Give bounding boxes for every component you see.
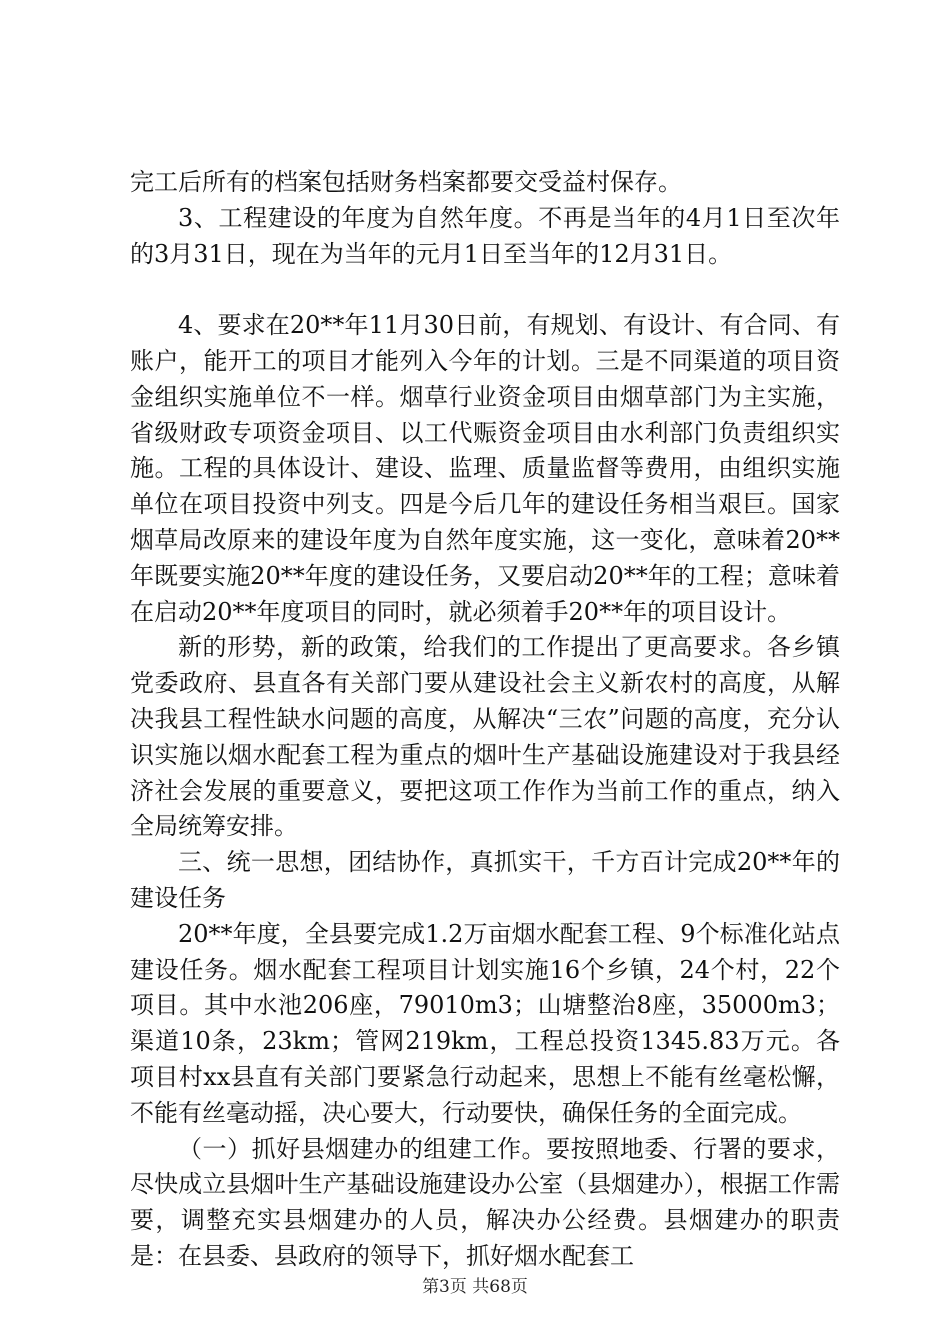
section-heading-3: 三、统一思想，团结协作，真抓实干，千方百计完成20**年的建设任务 [130,848,840,912]
page-number-footer: 第3页 共68页 [422,1277,528,1297]
paragraph-subsection-1: （一）抓好县烟建办的组建工作。要按照地委、行署的要求，尽快成立县烟叶生产基础设施建设办公室（县烟建办），根据工作需要，调整充实县烟建办的人员，解决办公经费。县烟建办的职责是：在县委、县政府的领导下，抓好烟水配套工 [130,1134,840,1270]
paragraph-item-4: 4、要求在20**年11月30日前，有规划、有设计、有合同、有账户，能开工的项目才能列入今年的计划。三是不同渠道的项目资金组织实施单位不一样。烟草行业资金项目由烟草部门为主实施，省级财政专项资金项目、以工代赈资金项目由水利部门负责组织实施。工程的具体设计、建设、监理、质量监督等费用，由组织实施单位在项目投资中列支。四是今后几年的建设任务相当艰巨。国家烟草局改原来的建设年度为自然年度实施，这一变化，意味着20**年既要实施20**年度的建设任务，又要启动20**年的工程；意味着在启动20**年度项目的同时，就必须着手20**年的项目设计。 [130,311,840,626]
paragraph-item-3: 3、工程建设的年度为自然年度。不再是当年的4月1日至次年的3月31日，现在为当年的元月1日至当年的12月31日。 [130,203,840,268]
paragraph-new-situation: 新的形势，新的政策，给我们的工作提出了更高要求。各乡镇党委政府、县直各有关部门要从建设社会主义新农村的高度，从解决我县工程性缺水问题的高度，从解决“三农”问题的高度，充分认识实施以烟水配套工程为重点的烟叶生产基础设施建设对于我县经济社会发展的重要意义，要把这项工作作为当前工作的重点，纳入全局统筹安排。 [130,633,840,841]
document-body [130,165,840,1275]
paragraph-archive-note: 完工后所有的档案包括财务档案都要交受益村保存。 [130,168,682,196]
paragraph-annual-tasks: 20**年度，全县要完成1.2万亩烟水配套工程、9个标准化站点建设任务。烟水配套工程项目计划实施16个乡镇，24个村，22个项目。其中水池206座，79010m3；山塘整治8座，35000m3；渠道10条，23km；管网219km，工程总投资1345.83万元。各项目村xx县直有关部门要紧急行动起来，思想上不能有丝毫松懈，不能有丝毫动摇，决心要大，行动要快，确保任务的全面完成。 [130,919,840,1127]
paragraph-gap [130,272,840,308]
